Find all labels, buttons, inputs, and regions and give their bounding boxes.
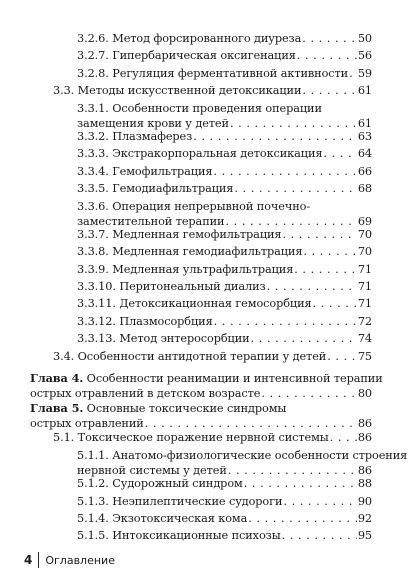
page-number: 4 bbox=[24, 553, 33, 567]
toc-page-number: 70 bbox=[357, 228, 372, 241]
toc-entry[interactable] bbox=[53, 349, 372, 364]
toc-page-number: 88 bbox=[357, 477, 372, 490]
toc-entry-title: 3.3.13. Метод энтеросорбции bbox=[77, 332, 250, 345]
toc-entry-title: 3.3.9. Медленная ультрафильтрация bbox=[77, 263, 294, 276]
toc-page-number: 90 bbox=[357, 495, 372, 508]
dot-leader bbox=[323, 146, 356, 161]
dot-leader bbox=[327, 349, 357, 364]
toc-entry-title: заместительной терапии bbox=[77, 215, 225, 228]
toc-page-number: 71 bbox=[357, 280, 372, 293]
dot-leader bbox=[303, 244, 356, 259]
chapter-label: Глава 4. bbox=[30, 371, 84, 385]
toc-entry[interactable] bbox=[77, 476, 372, 491]
toc-entry-title: 3.3.8. Медленная гемодиафильтрация bbox=[77, 245, 303, 258]
toc-entry[interactable] bbox=[77, 279, 372, 294]
dot-leader bbox=[234, 181, 356, 196]
toc-page-number: 63 bbox=[357, 130, 372, 143]
toc-entry-title: 5.1.2. Судорожный синдром bbox=[77, 477, 243, 490]
toc-page-number: 72 bbox=[357, 315, 372, 328]
toc-page-number: 86 bbox=[357, 431, 372, 444]
toc-entry[interactable] bbox=[77, 164, 372, 179]
toc-page-number: 68 bbox=[357, 182, 372, 195]
dot-leader bbox=[294, 262, 357, 277]
toc-page-number: 69 bbox=[357, 215, 372, 228]
dot-leader bbox=[282, 227, 356, 242]
toc-entry-title: нервной системы у детей bbox=[77, 464, 227, 477]
toc-page-number: 86 bbox=[357, 417, 372, 430]
dot-leader bbox=[145, 416, 357, 431]
toc-entry[interactable] bbox=[77, 314, 372, 329]
toc-entry[interactable] bbox=[77, 528, 372, 543]
toc-page-number: 59 bbox=[357, 67, 372, 80]
toc-entry[interactable] bbox=[77, 66, 372, 81]
dot-leader bbox=[302, 31, 357, 46]
dot-leader bbox=[213, 164, 356, 179]
toc-page-number: 64 bbox=[357, 147, 372, 160]
toc-entry[interactable] bbox=[77, 146, 372, 161]
toc-entry[interactable] bbox=[30, 401, 372, 431]
toc-entry-title: замещения крови у детей bbox=[77, 117, 229, 130]
dot-leader bbox=[313, 296, 357, 311]
toc-entry-title: 3.2.6. Метод форсированного диуреза bbox=[77, 32, 302, 45]
toc-entry-title: 3.2.8. Регуляция ферментативной активности bbox=[77, 67, 349, 80]
toc-page-number: 50 bbox=[357, 32, 372, 45]
toc-page-number: 71 bbox=[357, 263, 372, 276]
dot-leader bbox=[349, 66, 357, 81]
toc-entry-title: 3.3.5. Гемодиафильтрация bbox=[77, 182, 234, 195]
dot-leader bbox=[244, 476, 357, 491]
toc-entry[interactable] bbox=[77, 448, 408, 478]
toc-entry-title: 5.1.5. Интоксикационные психозы bbox=[77, 529, 281, 542]
toc-entry[interactable] bbox=[77, 262, 372, 277]
toc-entry-title: 3.3.12. Плазмосорбция bbox=[77, 315, 213, 328]
toc-entry-title: Глава 4. Особенности реанимации и интенсивной терапии bbox=[30, 371, 383, 385]
toc-page-number: 75 bbox=[357, 350, 372, 363]
toc-entry-title: 5.1.1. Анатомо-физиологические особенности строения bbox=[77, 449, 408, 462]
toc-entry-title: 3.3.7. Медленная гемофильтрация bbox=[77, 228, 282, 241]
page-footer bbox=[24, 551, 115, 569]
dot-leader bbox=[214, 314, 357, 329]
toc-entry-title: 3.3.2. Плазмаферез bbox=[77, 130, 193, 143]
toc-entry-title: 5.1.4. Экзотоксическая кома bbox=[77, 512, 248, 525]
dot-leader bbox=[282, 528, 357, 543]
toc-page-number: 80 bbox=[357, 387, 372, 400]
toc-entry-title: Глава 5. Основные токсические синдромы bbox=[30, 401, 287, 415]
toc-entry-title: 3.3.11. Детоксикационная гемосорбция bbox=[77, 297, 312, 310]
toc-page-number: 66 bbox=[357, 165, 372, 178]
dot-leader bbox=[261, 386, 356, 401]
dot-leader bbox=[193, 129, 357, 144]
toc-entry-title: 3.4. Особенности антидотной терапии у детей bbox=[53, 350, 327, 363]
toc-page-number: 61 bbox=[357, 84, 372, 97]
toc-page-number: 86 bbox=[357, 464, 372, 477]
toc-entry[interactable] bbox=[77, 331, 372, 346]
toc-page-number: 71 bbox=[357, 297, 372, 310]
toc-page-number: 92 bbox=[357, 512, 372, 525]
toc-entry[interactable] bbox=[77, 296, 372, 311]
footer-section-title: Оглавление bbox=[45, 553, 115, 567]
toc-entry[interactable] bbox=[77, 31, 372, 46]
dot-leader bbox=[248, 511, 357, 526]
toc-entry-title: 5.1.3. Неэпилептические судороги bbox=[77, 495, 283, 508]
dot-leader bbox=[302, 83, 356, 98]
toc-entry[interactable] bbox=[77, 199, 372, 229]
toc-entry-title: острых отравлений bbox=[30, 417, 144, 430]
toc-entry-title: 3.3.6. Операция непрерывной почечно- bbox=[77, 200, 311, 213]
toc-page-number: 56 bbox=[357, 49, 372, 62]
dot-leader bbox=[283, 494, 356, 509]
toc-entry[interactable] bbox=[53, 430, 372, 445]
toc-entry-title: 3.3. Методы искусственной детоксикации bbox=[53, 84, 302, 97]
toc-entry[interactable] bbox=[77, 181, 372, 196]
toc-page-number: 74 bbox=[357, 332, 372, 345]
toc-page-number: 70 bbox=[357, 245, 372, 258]
toc-entry[interactable] bbox=[30, 371, 383, 401]
toc-entry[interactable] bbox=[77, 227, 372, 242]
toc-entry[interactable] bbox=[77, 48, 372, 63]
toc-entry-title: 3.2.7. Гипербарическая оксигенация bbox=[77, 49, 296, 62]
toc-entry[interactable] bbox=[77, 101, 372, 131]
toc-entry-title: 3.3.10. Перитонеальный диализ bbox=[77, 280, 266, 293]
footer-divider bbox=[38, 552, 39, 568]
chapter-label: Глава 5. bbox=[30, 401, 84, 415]
toc-entry[interactable] bbox=[77, 511, 372, 526]
toc-page-number: 61 bbox=[357, 117, 372, 130]
toc-entry-title: острых отравлений в детском возрасте bbox=[30, 387, 261, 400]
toc-entry-title: 5.1. Токсическое поражение нервной системы bbox=[53, 431, 329, 444]
dot-leader bbox=[267, 279, 357, 294]
dot-leader bbox=[330, 430, 357, 445]
toc-entry-title: 3.3.1. Особенности проведения операции bbox=[77, 102, 322, 115]
toc-entry[interactable] bbox=[53, 83, 372, 98]
toc-page-number: 95 bbox=[357, 529, 372, 542]
toc-entry[interactable] bbox=[77, 494, 372, 509]
toc-entry-title: 3.3.4. Гемофильтрация bbox=[77, 165, 213, 178]
toc-entry[interactable] bbox=[77, 129, 372, 144]
toc-entry-title: 3.3.3. Экстракорпоральная детоксикация bbox=[77, 147, 323, 160]
toc-entry[interactable] bbox=[77, 244, 372, 259]
dot-leader bbox=[297, 48, 357, 63]
dot-leader bbox=[251, 331, 357, 346]
